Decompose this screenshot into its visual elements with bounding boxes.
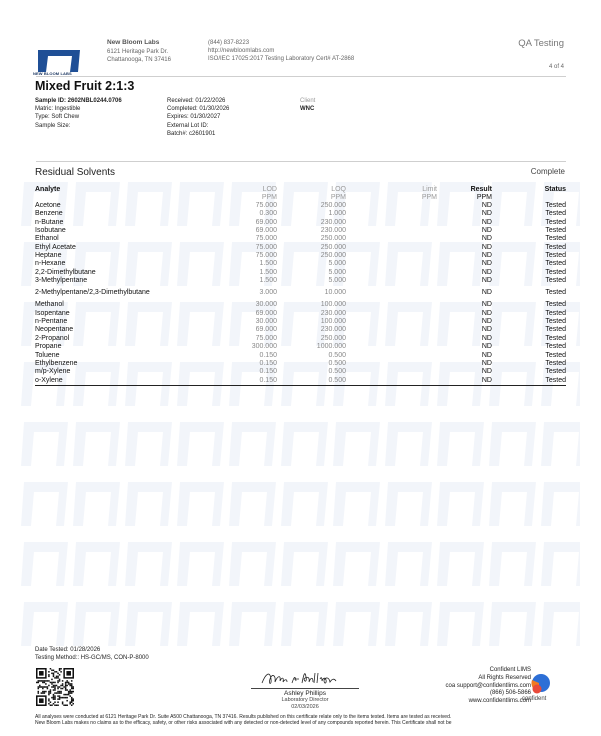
- sample-size: Sample Size:: [35, 122, 71, 129]
- status-cell: Tested: [545, 243, 566, 251]
- sign-date: 02/03/2026: [291, 704, 319, 710]
- status-cell: Tested: [545, 260, 566, 268]
- watermark-tile: [21, 482, 68, 526]
- date-tested: Date Tested: 01/28/2026: [35, 647, 101, 653]
- lab-accreditation: ISO/IEC 17025:2017 Testing Laboratory Cert# AT-2868: [208, 56, 355, 63]
- result-cell: ND: [481, 318, 492, 326]
- table-row: [35, 260, 566, 268]
- table-row: [35, 269, 566, 277]
- lod-cell: 1.500: [259, 277, 277, 285]
- confident-logo-icon: [526, 672, 552, 696]
- status-cell: Tested: [545, 252, 566, 260]
- client-label: Client: [300, 98, 316, 104]
- loq-cell: 0.500: [277, 377, 346, 386]
- result-cell: ND: [481, 218, 492, 226]
- analyte-cell: 2-Methylpentane/2,3-Dimethylbutane: [35, 289, 150, 297]
- analyte-cell: Methanol: [35, 301, 64, 309]
- limit-cell: [346, 244, 437, 252]
- analyte-cell: Ethanol: [35, 235, 59, 243]
- loq-cell: 230.000: [320, 326, 346, 334]
- header-divider: [36, 76, 566, 77]
- loq-cell: 5.000: [328, 260, 346, 268]
- result-cell: ND: [481, 368, 492, 376]
- status-cell: Tested: [545, 289, 566, 297]
- watermark-tile: [177, 542, 224, 586]
- analyte-cell: Ethyl Acetate: [35, 243, 76, 251]
- loq-cell: 250.000: [320, 235, 346, 243]
- watermark-tile: [437, 542, 484, 586]
- analyte-cell: Toluene: [35, 351, 60, 359]
- watermark-tile: [281, 602, 328, 646]
- lod-cell: 30.000: [255, 318, 277, 326]
- status-cell: Tested: [545, 268, 566, 276]
- section-divider: [36, 161, 566, 162]
- loq-cell: 250.000: [320, 202, 346, 209]
- sample-info: [35, 97, 122, 130]
- table-row: [35, 227, 566, 235]
- watermark-tile: [125, 422, 172, 466]
- status-cell: Tested: [545, 218, 566, 226]
- units-blank: [35, 194, 185, 202]
- status-cell: Tested: [545, 326, 566, 334]
- result-cell: ND: [481, 268, 492, 276]
- table-row: [35, 326, 566, 334]
- watermark-tile: [177, 422, 224, 466]
- analyte-cell: o-Xylene: [35, 377, 185, 386]
- qr-code-icon[interactable]: [36, 668, 74, 706]
- watermark-tile: [229, 542, 276, 586]
- watermark-tile: [125, 542, 172, 586]
- watermark-tile: [281, 542, 328, 586]
- unit-result: PPM: [476, 194, 492, 201]
- watermark-tile: [489, 602, 536, 646]
- limit-cell: [346, 377, 437, 386]
- limit-cell: [346, 285, 437, 301]
- lims-phone: (866) 506-5866: [489, 690, 531, 697]
- table-row: [35, 210, 566, 218]
- loq-cell: 230.000: [320, 309, 346, 317]
- status-cell: Tested: [545, 235, 566, 243]
- loq-cell: 1.000: [328, 210, 346, 218]
- result-cell: ND: [481, 301, 492, 309]
- loq-cell: 1000.000: [316, 343, 346, 351]
- table-row: [35, 335, 566, 343]
- watermark-tile: [541, 602, 580, 646]
- status-cell: Tested: [545, 301, 566, 309]
- analyte-cell: 2,2-Dimethylbutane: [35, 268, 96, 276]
- result-cell: ND: [481, 243, 492, 251]
- limit-cell: [346, 335, 437, 343]
- analyte-cell: Neopentane: [35, 326, 74, 334]
- analyte-cell: Ethylbenzene: [35, 359, 78, 367]
- col-status: Status: [544, 186, 566, 193]
- unit-lod: PPM: [261, 194, 277, 201]
- loq-cell: 5.000: [328, 268, 346, 276]
- result-cell: ND: [481, 235, 492, 243]
- lod-cell: 69.000: [255, 227, 277, 235]
- loq-cell: 250.000: [320, 334, 346, 342]
- lims-email[interactable]: coa support@confidentlims.com: [445, 682, 531, 689]
- watermark-tile: [281, 482, 328, 526]
- limit-cell: [346, 227, 437, 235]
- lod-cell: 30.000: [255, 301, 277, 309]
- address-line2: Chattanooga, TN 37416: [107, 56, 171, 63]
- table-row: [35, 244, 566, 252]
- watermark-tile: [21, 542, 68, 586]
- status-cell: Tested: [545, 359, 566, 367]
- lod-cell: 1.500: [259, 268, 277, 276]
- lims-rights: All Rights Reserved: [478, 674, 531, 681]
- batch-number: Batch#: c2601901: [167, 130, 216, 137]
- watermark-tile: [21, 422, 68, 466]
- table-row: [35, 202, 566, 210]
- result-cell: ND: [481, 252, 492, 260]
- table-row: [35, 301, 566, 309]
- limit-cell: [346, 360, 437, 368]
- watermark-tile: [281, 422, 328, 466]
- limit-cell: [346, 301, 437, 309]
- testing-info: [35, 646, 149, 662]
- new-bloom-labs-logo: [36, 46, 82, 74]
- watermark-tile: [73, 602, 120, 646]
- status-cell: Tested: [545, 318, 566, 326]
- loq-cell: 100.000: [320, 301, 346, 309]
- col-lod: LOD: [262, 186, 277, 193]
- disclaimer-line1: All analyses were conducted at 6121 Heritage Park Dr. Suite A500 Chattanooga, TN 37416. Results published on this certificate relate only to the items tested. Items are tested as received.: [35, 714, 452, 720]
- analyte-cell: Benzene: [35, 210, 63, 218]
- status-cell: Tested: [545, 227, 566, 235]
- result-cell: ND: [481, 202, 492, 209]
- loq-cell: 230.000: [320, 218, 346, 226]
- result-cell: ND: [481, 343, 492, 351]
- lab-website[interactable]: http://newbloomlabs.com: [208, 48, 275, 55]
- result-cell: ND: [481, 277, 492, 285]
- limit-cell: [346, 269, 437, 277]
- doc-type: QA Testing: [518, 38, 564, 49]
- result-cell: ND: [437, 377, 492, 386]
- limit-cell: [346, 318, 437, 326]
- sample-id: Sample ID: 2602NBL0244.0706: [35, 98, 122, 104]
- status-cell: Tested: [545, 210, 566, 218]
- lod-cell: 75.000: [255, 252, 277, 260]
- table-row: [35, 277, 566, 285]
- watermark-tile: [541, 482, 580, 526]
- limit-cell: [346, 202, 437, 210]
- col-analyte: Analyte: [35, 186, 61, 193]
- watermark-tile: [541, 422, 580, 466]
- watermark-tile: [73, 422, 120, 466]
- table-row: [35, 318, 566, 326]
- watermark-tile: [541, 542, 580, 586]
- lod-cell: 0.150: [259, 359, 277, 367]
- analyte-cell: 2-Propanol: [35, 334, 70, 342]
- table-row: [35, 360, 566, 368]
- product-title: Mixed Fruit 2:1:3: [35, 79, 135, 93]
- section-status: Complete: [530, 167, 565, 176]
- loq-cell: 250.000: [320, 243, 346, 251]
- limit-cell: [346, 326, 437, 334]
- lod-cell: 75.000: [255, 235, 277, 243]
- status-cell: Tested: [545, 309, 566, 317]
- lab-address: [107, 48, 171, 64]
- address-line1: 6121 Heritage Park Dr.: [107, 48, 169, 55]
- lod-cell: 75.000: [255, 334, 277, 342]
- disclaimer-line2: New Bloom Labs makes no claims as to the efficacy, safety, or other risks associated with any detected or non-detected level of any compounds reported herein. This Certificate shall not be: [35, 720, 452, 727]
- watermark-tile: [125, 602, 172, 646]
- watermark-tile: [125, 482, 172, 526]
- loq-cell: 0.500: [328, 368, 346, 376]
- status-cell: Tested: [545, 202, 566, 209]
- table-row: [35, 310, 566, 318]
- analyte-cell: Isobutane: [35, 227, 66, 235]
- status-cell: Tested: [545, 351, 566, 359]
- completed-date: Completed: 01/30/2026: [167, 106, 230, 113]
- watermark-tile: [385, 482, 432, 526]
- lims-name: Confident LIMS: [489, 667, 531, 673]
- table-row: [35, 352, 566, 360]
- section-title: Residual Solvents: [35, 167, 116, 178]
- lims-website[interactable]: www.confidentlims.com: [468, 698, 531, 705]
- watermark-tile: [333, 602, 380, 646]
- col-result: Result: [470, 186, 492, 193]
- residual-solvents-table: [35, 186, 566, 386]
- expires-date: Expires: 01/30/2027: [167, 114, 221, 121]
- loq-cell: 250.000: [320, 252, 346, 260]
- table-row: [35, 219, 566, 227]
- client-info: [300, 97, 315, 113]
- watermark-tile: [333, 422, 380, 466]
- signer-name: Ashley Phillips: [284, 690, 326, 697]
- lod-cell: 69.000: [255, 218, 277, 226]
- analyte-cell: Acetone: [35, 202, 61, 209]
- loq-cell: 230.000: [320, 227, 346, 235]
- watermark-tile: [229, 422, 276, 466]
- limit-cell: [346, 235, 437, 243]
- limit-cell: [346, 219, 437, 227]
- watermark-tile: [73, 542, 120, 586]
- loq-cell: 0.500: [328, 359, 346, 367]
- status-cell: Tested: [545, 368, 566, 376]
- lod-cell: 3.000: [259, 289, 277, 297]
- watermark-tile: [333, 482, 380, 526]
- lod-cell: 1.500: [259, 260, 277, 268]
- loq-cell: 0.500: [328, 351, 346, 359]
- limit-cell: [346, 310, 437, 318]
- watermark-tile: [177, 602, 224, 646]
- result-cell: ND: [481, 326, 492, 334]
- result-cell: ND: [481, 309, 492, 317]
- disclaimer: [35, 714, 569, 727]
- logo-text: NEW BLOOM LABS: [33, 71, 72, 76]
- unit-status: [492, 194, 566, 202]
- limit-cell: [346, 352, 437, 360]
- analyte-cell: Heptane: [35, 252, 62, 260]
- testing-method: Testing Method:: HS-GC/MS, CON-P-8000: [35, 655, 149, 661]
- unit-loq: PPM: [330, 194, 346, 201]
- signature-line: [251, 688, 359, 689]
- watermark-tile: [489, 482, 536, 526]
- result-cell: ND: [481, 210, 492, 218]
- limit-cell: [346, 277, 437, 285]
- table-row: [35, 368, 566, 376]
- lims-info: [446, 667, 531, 706]
- status-cell: Tested: [545, 277, 566, 285]
- lod-cell: 69.000: [255, 326, 277, 334]
- limit-cell: [346, 368, 437, 376]
- lab-contact: [208, 39, 354, 64]
- watermark-tile: [229, 602, 276, 646]
- lab-name: New Bloom Labs: [107, 39, 160, 46]
- limit-cell: [346, 260, 437, 268]
- sample-type: Type: Soft Chew: [35, 114, 80, 121]
- loq-cell: 5.000: [328, 277, 346, 285]
- signer-block: [240, 690, 370, 711]
- table-row: [35, 377, 566, 386]
- external-lot: External Lot ID:: [167, 122, 209, 129]
- result-cell: ND: [481, 359, 492, 367]
- result-cell: ND: [481, 227, 492, 235]
- limit-cell: [346, 210, 437, 218]
- watermark-tile: [437, 422, 484, 466]
- watermark-tile: [437, 482, 484, 526]
- loq-cell: 100.000: [320, 318, 346, 326]
- confident-logo-text: confident: [522, 696, 547, 702]
- col-loq: LOQ: [331, 186, 346, 193]
- watermark-tile: [333, 542, 380, 586]
- watermark-tile: [73, 482, 120, 526]
- analyte-cell: Propane: [35, 343, 62, 351]
- client-name: WNC: [300, 106, 315, 113]
- analyte-cell: n-Hexane: [35, 260, 66, 268]
- signer-title: Laboratory Director: [281, 697, 329, 703]
- lod-cell: 75.000: [255, 243, 277, 251]
- table-header-row: [35, 186, 566, 194]
- table-row: [35, 285, 566, 301]
- result-cell: ND: [481, 351, 492, 359]
- analyte-cell: 3-Methylpentane: [35, 277, 88, 285]
- col-limit: Limit: [422, 186, 437, 193]
- watermark-tile: [385, 542, 432, 586]
- watermark-tile: [21, 602, 68, 646]
- limit-cell: [346, 252, 437, 260]
- lod-cell: 75.000: [255, 202, 277, 209]
- units-row: [35, 194, 566, 202]
- limit-cell: [346, 343, 437, 351]
- received-date: Received: 01/22/2026: [167, 98, 226, 104]
- analyte-cell: m/p-Xylene: [35, 368, 71, 376]
- watermark-tile: [437, 602, 484, 646]
- lod-cell: 0.150: [185, 377, 277, 386]
- result-cell: ND: [481, 289, 492, 297]
- watermark-tile: [177, 482, 224, 526]
- analyte-cell: n-Butane: [35, 218, 64, 226]
- lod-cell: 0.150: [259, 351, 277, 359]
- analyte-cell: n-Pentane: [35, 318, 68, 326]
- table-row: [35, 235, 566, 243]
- watermark-tile: [489, 542, 536, 586]
- lod-cell: 69.000: [255, 309, 277, 317]
- lod-cell: 300.000: [251, 343, 277, 351]
- sample-dates: [167, 97, 229, 138]
- lab-phone: (844) 837-8223: [208, 40, 250, 46]
- table-row: [35, 343, 566, 351]
- table-row: [35, 252, 566, 260]
- status-cell: Tested: [545, 334, 566, 342]
- analyte-cell: Isopentane: [35, 309, 70, 317]
- loq-cell: 10.000: [324, 289, 346, 297]
- result-cell: ND: [481, 260, 492, 268]
- signature-image: [258, 667, 346, 689]
- unit-limit: PPM: [421, 194, 437, 201]
- result-cell: ND: [481, 334, 492, 342]
- watermark-tile: [229, 482, 276, 526]
- watermark-tile: [385, 422, 432, 466]
- watermark-tile: [489, 422, 536, 466]
- lod-cell: 0.300: [259, 210, 277, 218]
- status-cell: Tested: [492, 377, 566, 386]
- sample-matrix: Matric: Ingestible: [35, 106, 81, 113]
- watermark-tile: [385, 602, 432, 646]
- page-number: 4 of 4: [548, 64, 564, 70]
- lod-cell: 0.150: [259, 368, 277, 376]
- status-cell: Tested: [545, 343, 566, 351]
